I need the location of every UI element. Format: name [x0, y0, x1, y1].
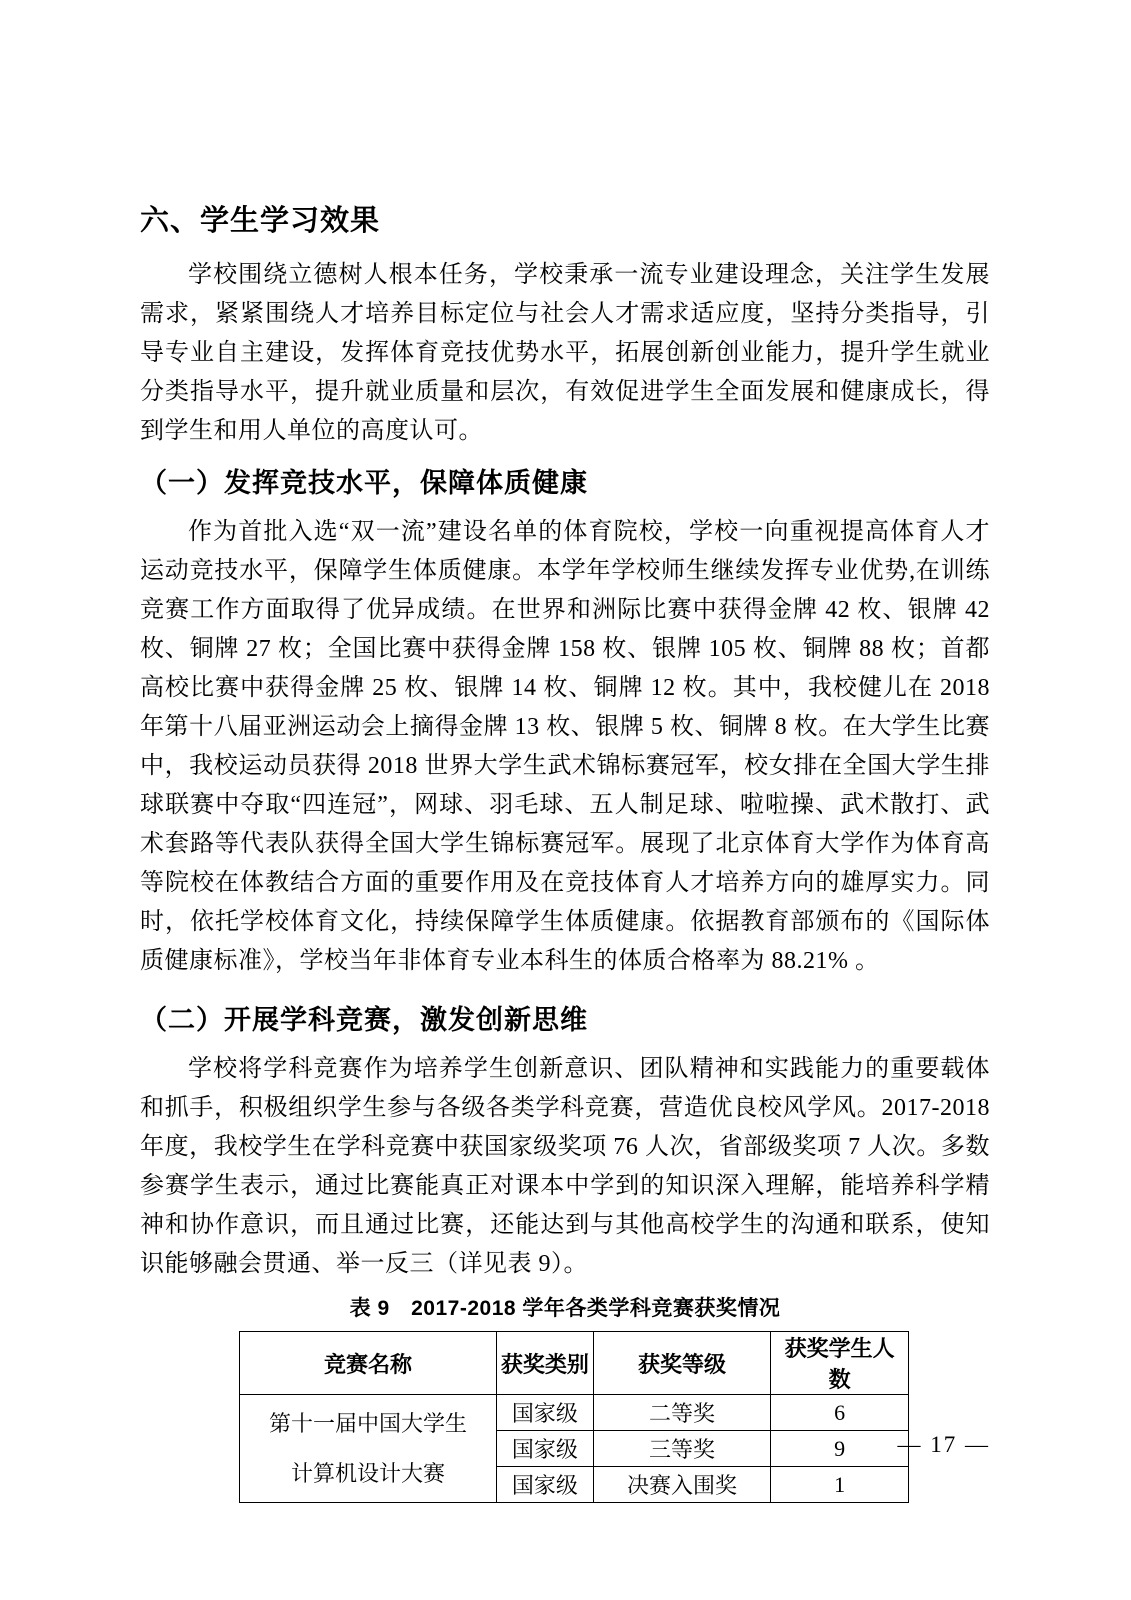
competition-name-line2: 计算机设计大赛 [290, 1460, 445, 1486]
header-award-category: 获奖类别 [496, 1332, 593, 1395]
section-heading: 六、学生学习效果 [140, 205, 381, 237]
header-competition-name: 竞赛名称 [240, 1332, 497, 1395]
table-header-row [240, 1332, 909, 1395]
competition-name-cell [240, 1395, 497, 1503]
header-award-grade: 获奖等级 [593, 1332, 770, 1395]
award-grade-cell: 决赛入围奖 [593, 1467, 770, 1503]
award-count-cell: 9 [771, 1431, 909, 1467]
subsection-1-paragraph: 作为首批入选“双一流”建设名单的体育院校，学校一向重视提高体育人才运动竞技水平，保障学生体质健康。本学年学校师生继续发挥专业优势,在训练竞赛工作方面取得了优异成绩。在世界和洲际比赛中获得金牌 42 枚、银牌 42 枚、铜牌 27 枚；全国比赛中获得金牌 158 枚、银牌 105 枚、铜牌 88 枚；首都高校比赛中获得金牌 25 枚、银牌 14 枚、铜牌 12 枚。其中，我校健儿在 2018 年第十八届亚洲运动会上摘得金牌 13 枚、银牌 5 枚、铜牌 8 枚。在大学生比赛中，我校运动员获得 2018 世界大学生武术锦标赛冠军，校女排在全国大学生排球联赛中夺取“四连冠”，网球、羽毛球、五人制足球、啦啦操、武术散打、武术套路等代表队获得全国大学生锦标赛冠军。展现了北京体育大学作为体育高等院校在体教结合方面的重要作用及在竞技体育人才培养方向的雄厚实力。同时，依托学校体育文化，持续保障学生体质健康。依据教育部颁布的《国际体质健康标准》，学校当年非体育专业本科生的体质合格率为 88.21% 。 [140, 519, 990, 975]
award-category-cell: 国家级 [496, 1467, 593, 1503]
award-category-cell: 国家级 [496, 1395, 593, 1431]
subsection-2-heading: （二）开展学科竞赛，激发创新思维 [140, 1005, 588, 1036]
header-award-student-count: 获奖学生人数 [771, 1332, 909, 1395]
table-caption: 表 9 2017-2018 学年各类学科竞赛获奖情况 [349, 1297, 781, 1321]
award-count-cell: 1 [771, 1467, 909, 1503]
page-number: — 17 — [897, 1432, 990, 1457]
award-grade-cell: 三等奖 [593, 1431, 770, 1467]
subsection-1-heading: （一）发挥竞技水平，保障体质健康 [140, 468, 588, 499]
section-intro-paragraph: 学校围绕立德树人根本任务，学校秉承一流专业建设理念，关注学生发展需求，紧紧围绕人才培养目标定位与社会人才需求适应度，坚持分类指导，引导专业自主建设，发挥体育竞技优势水平，拓展创新创业能力，提升学生就业分类指导水平，提升就业质量和层次，有效促进学生全面发展和健康成长，得到学生和用人单位的高度认可。 [140, 262, 990, 445]
award-grade-cell: 二等奖 [593, 1395, 770, 1431]
table-row [240, 1395, 909, 1431]
award-category-cell: 国家级 [496, 1431, 593, 1467]
subsection-2-paragraph: 学校将学科竞赛作为培养学生创新意识、团队精神和实践能力的重要载体和抓手，积极组织学生参与各级各类学科竞赛，营造优良校风学风。2017-2018 年度，我校学生在学科竞赛中获国家级奖项 76 人次，省部级奖项 7 人次。多数参赛学生表示，通过比赛能真正对课本中学到的知识深入理解，能培养科学精神和协作意识，而且通过比赛，还能达到与其他高校学生的沟通和联系，使知识能够融会贯通、举一反三（详见表 9）。 [140, 1056, 990, 1278]
award-table [239, 1331, 909, 1503]
competition-name-line1: 第十一届中国大学生 [268, 1410, 467, 1436]
award-count-cell: 6 [771, 1395, 909, 1431]
